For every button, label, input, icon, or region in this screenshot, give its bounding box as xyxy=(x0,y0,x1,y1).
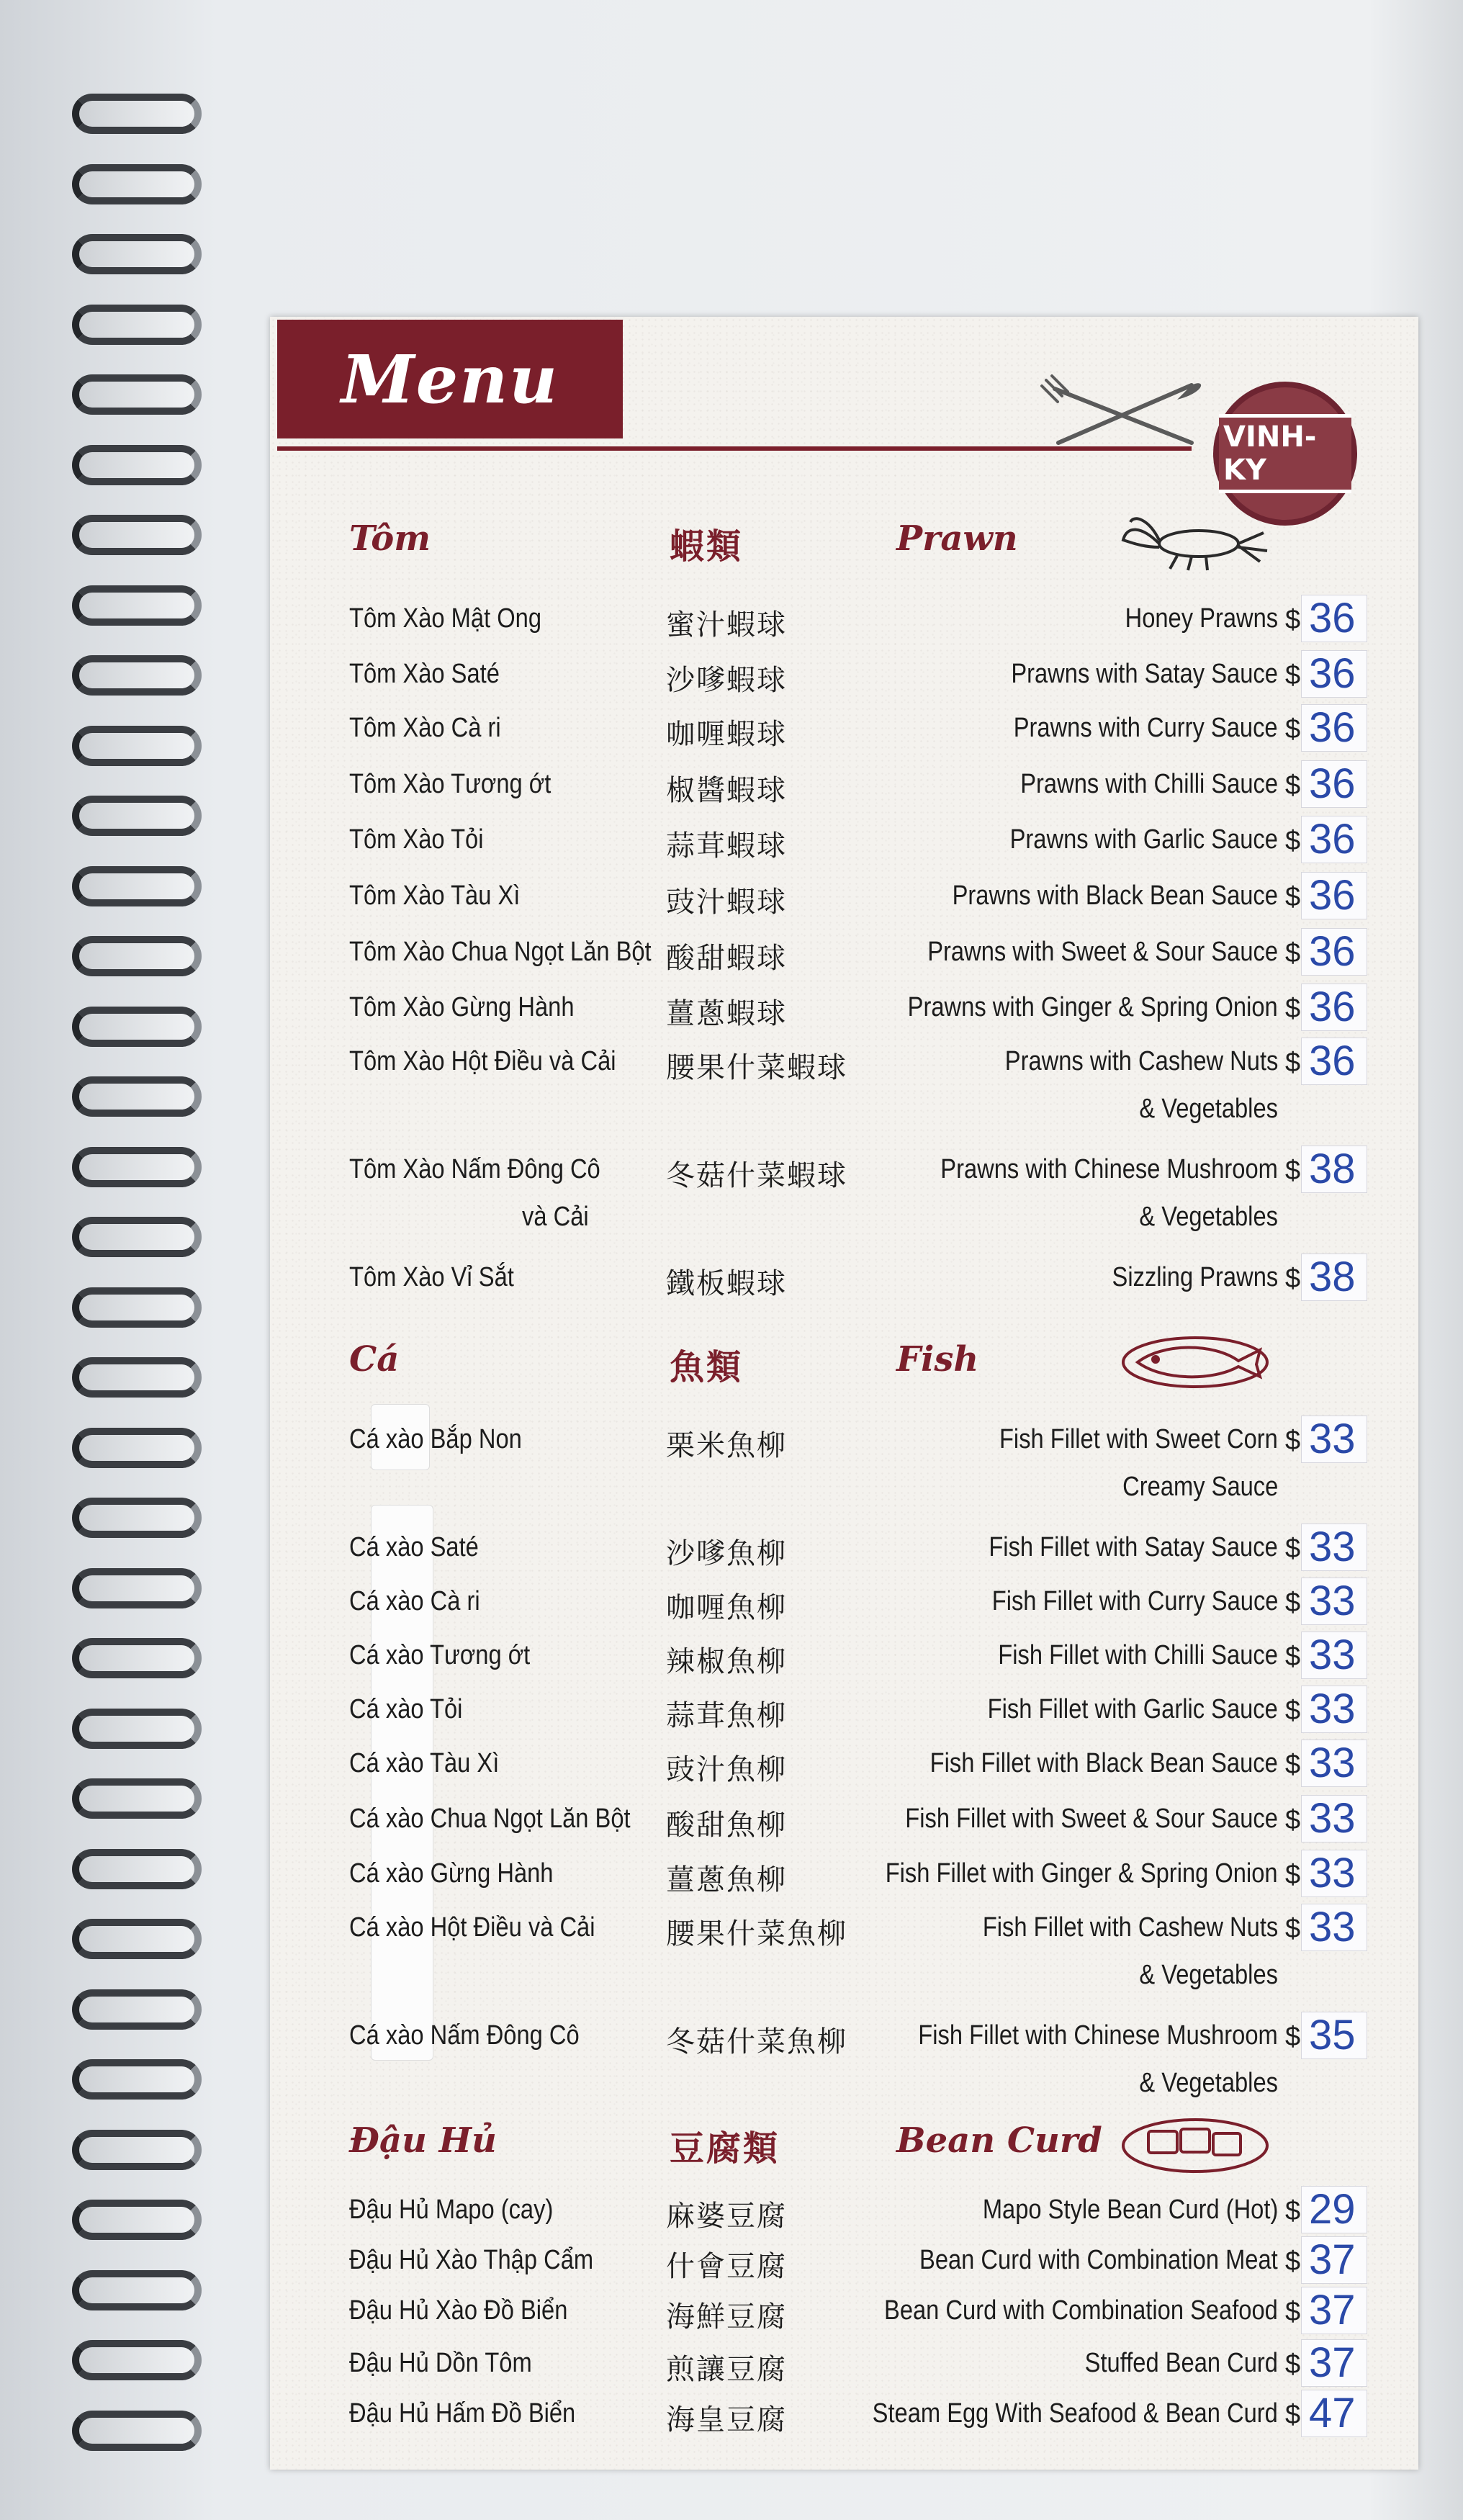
price-handwritten: 37 xyxy=(1301,2339,1367,2387)
dish-name-vietnamese: Cá xào Chua Ngọt Lăn Bột xyxy=(349,1804,631,1834)
binder-ring xyxy=(72,2270,202,2310)
currency-symbol: $ xyxy=(1285,1534,1301,1564)
menu-banner: Menu xyxy=(277,320,623,438)
price-handwritten: 37 xyxy=(1301,2287,1367,2334)
currency-symbol: $ xyxy=(1285,2196,1301,2226)
menu-item-row xyxy=(270,595,1418,642)
binder-ring xyxy=(72,1147,202,1187)
menu-item-row xyxy=(270,1418,1418,1462)
currency-symbol: $ xyxy=(1285,770,1301,801)
currency-symbol: $ xyxy=(1285,994,1301,1024)
dish-name-chinese: 蒜茸魚柳 xyxy=(666,1699,787,1732)
binder-ring xyxy=(72,1428,202,1468)
binder-ring xyxy=(72,585,202,626)
section-title-en: Fish xyxy=(896,1339,979,1380)
price-handwritten: 33 xyxy=(1301,1416,1367,1463)
dish-name-chinese: 栗米魚柳 xyxy=(666,1429,787,1462)
binder-ring xyxy=(72,515,202,555)
binder-ring xyxy=(72,445,202,485)
currency-symbol: $ xyxy=(1285,1156,1301,1186)
dish-name-english: Prawns with Curry Sauce xyxy=(1014,713,1278,743)
dish-name-english: Bean Curd with Combination Meat xyxy=(919,2245,1278,2275)
binder-ring xyxy=(72,305,202,345)
binder-ring xyxy=(72,2200,202,2240)
dish-name-chinese: 酸甜魚柳 xyxy=(666,1809,787,1842)
price-handwritten: 36 xyxy=(1301,816,1367,863)
menu-item-row xyxy=(270,1688,1418,1732)
currency-symbol: $ xyxy=(1285,1805,1301,1835)
price-handwritten: 36 xyxy=(1301,704,1367,752)
currency-symbol: $ xyxy=(1285,605,1301,635)
dish-name-vietnamese: Tôm Xào Tương ớt xyxy=(349,769,552,799)
binder-ring xyxy=(72,374,202,415)
menu-item-row xyxy=(270,1148,1418,1192)
dish-name-english: Honey Prawns xyxy=(1125,603,1278,634)
dish-name-vietnamese: Cá xào Saté xyxy=(349,1532,479,1562)
binder-ring xyxy=(72,1568,202,1608)
currency-symbol: $ xyxy=(1285,2400,1301,2430)
section-header-fish xyxy=(270,1339,1418,1390)
menu-item-row xyxy=(270,650,1418,697)
dish-name-vietnamese-cont: và Cải xyxy=(522,1202,589,1232)
dish-name-chinese: 蒜茸蝦球 xyxy=(666,829,787,863)
dish-name-vietnamese: Cá xào Nấm Đông Cô xyxy=(349,2020,580,2051)
section-title-zh: 蝦類 xyxy=(670,526,744,567)
menu-item-continuation xyxy=(270,1472,1418,1508)
binder-ring xyxy=(72,1638,202,1678)
currency-symbol: $ xyxy=(1285,1696,1301,1726)
price-handwritten: 36 xyxy=(1301,984,1367,1031)
dish-name-english: Bean Curd with Combination Seafood xyxy=(884,2295,1278,2326)
dish-name-vietnamese: Đậu Hủ Xào Đồ Biển xyxy=(349,2295,568,2326)
price-handwritten: 36 xyxy=(1301,872,1367,919)
binder-ring xyxy=(72,2340,202,2380)
dish-name-vietnamese: Tôm Xào Tỏi xyxy=(349,824,484,855)
dish-name-english-cont: Creamy Sauce xyxy=(1122,1472,1278,1502)
dish-name-chinese: 沙嗲魚柳 xyxy=(666,1537,787,1570)
dish-name-english: Prawns with Ginger & Spring Onion xyxy=(907,992,1278,1022)
price-handwritten: 37 xyxy=(1301,2236,1367,2284)
binder-ring xyxy=(72,655,202,696)
menu-item-row xyxy=(270,816,1418,863)
menu-item-row xyxy=(270,1904,1418,1950)
menu-item-row xyxy=(270,2339,1418,2386)
binder-ring xyxy=(72,936,202,976)
dish-name-english: Fish Fillet with Satay Sauce xyxy=(989,1532,1278,1562)
dish-name-english: Fish Fillet with Sweet Corn xyxy=(999,1424,1278,1454)
dish-name-english: Steam Egg With Seafood & Bean Curd xyxy=(872,2398,1278,2429)
price-handwritten: 33 xyxy=(1301,1795,1367,1842)
dish-name-chinese: 咖喱魚柳 xyxy=(666,1591,787,1624)
menu-item-continuation xyxy=(270,1202,1418,1238)
dish-name-vietnamese: Tôm Xào Cà ri xyxy=(349,713,501,743)
dish-name-vietnamese: Tôm Xào Tàu Xì xyxy=(349,881,521,911)
binder-ring xyxy=(72,234,202,274)
binder-ring xyxy=(72,2059,202,2100)
dish-name-english: Stuffed Bean Curd xyxy=(1084,2348,1278,2378)
price-handwritten: 33 xyxy=(1301,1686,1367,1733)
price-handwritten: 33 xyxy=(1301,1578,1367,1625)
dish-name-chinese: 冬菇什菜蝦球 xyxy=(666,1159,847,1192)
dish-name-vietnamese: Đậu Hủ Mapo (cay) xyxy=(349,2195,554,2225)
dish-name-vietnamese: Tôm Xào Chua Ngọt Lăn Bột xyxy=(349,937,652,967)
binder-ring xyxy=(72,1007,202,1047)
dish-name-chinese: 椒醬蝦球 xyxy=(666,774,787,807)
dish-name-english: Fish Fillet with Ginger & Spring Onion xyxy=(886,1858,1278,1889)
currency-symbol: $ xyxy=(1285,660,1301,690)
price-handwritten: 33 xyxy=(1301,1632,1367,1679)
price-handwritten: 33 xyxy=(1301,1850,1367,1897)
price-handwritten: 36 xyxy=(1301,760,1367,808)
binder-ring xyxy=(72,164,202,204)
dish-name-chinese: 蜜汁蝦球 xyxy=(666,608,787,642)
currency-symbol: $ xyxy=(1285,1750,1301,1780)
menu-item-row xyxy=(270,1040,1418,1084)
menu-item-row xyxy=(270,1795,1418,1842)
dish-name-english: Prawns with Cashew Nuts xyxy=(1004,1046,1278,1076)
dish-name-chinese: 酸甜蝦球 xyxy=(666,942,787,975)
menu-page xyxy=(270,317,1418,2470)
menu-item-row xyxy=(270,1526,1418,1570)
price-handwritten: 36 xyxy=(1301,928,1367,976)
currency-symbol: $ xyxy=(1285,714,1301,744)
menu-item-row xyxy=(270,704,1418,751)
dish-name-english: Prawns with Sweet & Sour Sauce xyxy=(927,937,1278,967)
currency-symbol: $ xyxy=(1285,1426,1301,1456)
dish-name-chinese: 薑蔥蝦球 xyxy=(666,997,787,1030)
binder-ring xyxy=(72,94,202,134)
menu-item-row xyxy=(270,986,1418,1030)
dish-name-chinese: 鐵板蝦球 xyxy=(666,1267,787,1300)
dish-name-english: Sizzling Prawns xyxy=(1112,1262,1278,1292)
menu-item-row xyxy=(270,1634,1418,1678)
dish-name-chinese: 豉汁蝦球 xyxy=(666,886,787,919)
currency-symbol: $ xyxy=(1285,2246,1301,2277)
binder-ring xyxy=(72,1287,202,1328)
binder-ring xyxy=(72,2130,202,2170)
menu-item-row xyxy=(270,760,1418,807)
binder-ring xyxy=(72,1778,202,1819)
dish-name-chinese: 豉汁魚柳 xyxy=(666,1753,787,1786)
dish-name-english-cont: & Vegetables xyxy=(1139,1202,1278,1232)
menu-item-row xyxy=(270,1580,1418,1624)
menu-item-continuation xyxy=(270,1960,1418,1996)
price-handwritten: 36 xyxy=(1301,1038,1367,1085)
dish-name-vietnamese: Cá xào Cà ri xyxy=(349,1586,480,1616)
dish-name-english: Fish Fillet with Garlic Sauce xyxy=(987,1694,1278,1724)
menu-item-row xyxy=(270,928,1418,975)
price-handwritten: 33 xyxy=(1301,1904,1367,1951)
dish-name-vietnamese: Tôm Xào Nấm Đông Cô xyxy=(349,1154,600,1184)
binder-ring xyxy=(72,1357,202,1398)
dish-name-english: Mapo Style Bean Curd (Hot) xyxy=(982,2195,1278,2225)
binder-ring xyxy=(72,1217,202,1257)
currency-symbol: $ xyxy=(1285,2349,1301,2380)
menu-content xyxy=(270,317,1418,2470)
dish-name-chinese: 海皇豆腐 xyxy=(666,2403,787,2436)
dish-name-english: Fish Fillet with Sweet & Sour Sauce xyxy=(905,1804,1278,1834)
dish-name-vietnamese: Cá xào Hột Điều và Cải xyxy=(349,1912,595,1943)
dish-name-english-cont: & Vegetables xyxy=(1139,1094,1278,1124)
binder-ring xyxy=(72,796,202,836)
dish-name-vietnamese: Đậu Hủ Xào Thập Cẩm xyxy=(349,2245,594,2275)
section-title-vn: Tôm xyxy=(349,518,431,559)
currency-symbol: $ xyxy=(1285,1048,1301,1078)
section-title-vn: Cá xyxy=(349,1339,400,1380)
section-title-en: Bean Curd xyxy=(896,2120,1102,2161)
currency-symbol: $ xyxy=(1285,1914,1301,1944)
menu-item-continuation xyxy=(270,1094,1418,1130)
binder-ring xyxy=(72,2411,202,2451)
dish-name-vietnamese: Đậu Hủ Dồn Tôm xyxy=(349,2348,532,2378)
dish-name-english: Fish Fillet with Curry Sauce xyxy=(991,1586,1278,1616)
section-title-zh: 豆腐類 xyxy=(670,2128,780,2169)
dish-name-english-cont: & Vegetables xyxy=(1139,1960,1278,1990)
price-handwritten: 36 xyxy=(1301,595,1367,642)
binder-ring xyxy=(72,866,202,906)
dish-name-chinese: 什會豆腐 xyxy=(666,2250,787,2283)
dish-name-vietnamese: Cá xào Tàu Xì xyxy=(349,1748,500,1778)
currency-symbol: $ xyxy=(1285,2022,1301,2052)
price-handwritten: 29 xyxy=(1301,2186,1367,2233)
spiral-binding xyxy=(72,94,209,2484)
dish-name-chinese: 麻婆豆腐 xyxy=(666,2200,787,2233)
menu-item-row xyxy=(270,1256,1418,1300)
currency-symbol: $ xyxy=(1285,1588,1301,1618)
dish-name-english-cont: & Vegetables xyxy=(1139,2068,1278,2098)
section-title-vn: Đậu Hủ xyxy=(349,2120,497,2161)
dish-name-vietnamese: Tôm Xào Vỉ Sắt xyxy=(349,1262,514,1292)
section-header-prawn xyxy=(270,518,1418,569)
binder-ring xyxy=(72,1919,202,1959)
menu-item-row xyxy=(270,2236,1418,2283)
menu-item-row xyxy=(270,1850,1418,1896)
dish-name-vietnamese: Tôm Xào Hột Điều và Cải xyxy=(349,1046,616,1076)
price-handwritten: 33 xyxy=(1301,1740,1367,1787)
currency-symbol: $ xyxy=(1285,2297,1301,2327)
currency-symbol: $ xyxy=(1285,1264,1301,1294)
dish-name-english: Fish Fillet with Chilli Sauce xyxy=(998,1640,1278,1670)
menu-item-row xyxy=(270,2186,1418,2233)
binder-ring xyxy=(72,1989,202,2030)
dish-name-chinese: 海鮮豆腐 xyxy=(666,2300,787,2334)
section-title-en: Prawn xyxy=(896,518,1018,559)
binder-ring xyxy=(72,726,202,766)
menu-item-row xyxy=(270,2287,1418,2334)
price-handwritten: 47 xyxy=(1301,2390,1367,2437)
dish-name-english: Prawns with Chinese Mushroom xyxy=(940,1154,1278,1184)
currency-symbol: $ xyxy=(1285,882,1301,912)
dish-name-chinese: 煎讓豆腐 xyxy=(666,2353,787,2386)
menu-item-row xyxy=(270,872,1418,919)
dish-name-vietnamese: Tôm Xào Saté xyxy=(349,659,500,689)
dish-name-chinese: 腰果什菜魚柳 xyxy=(666,1917,847,1950)
price-handwritten: 36 xyxy=(1301,650,1367,698)
menu-item-row xyxy=(270,1742,1418,1786)
section-title-zh: 魚類 xyxy=(670,1347,744,1387)
logo-text: VINH-KY xyxy=(1219,414,1351,493)
dish-name-english: Prawns with Black Bean Sauce xyxy=(952,881,1278,911)
binder-ring xyxy=(72,1076,202,1117)
price-handwritten: 35 xyxy=(1301,2012,1367,2059)
dish-name-chinese: 咖喱蝦球 xyxy=(666,718,787,751)
dish-name-chinese: 辣椒魚柳 xyxy=(666,1645,787,1678)
currency-symbol: $ xyxy=(1285,1642,1301,1672)
dish-name-chinese: 腰果什菜蝦球 xyxy=(666,1051,847,1084)
menu-item-row xyxy=(270,2012,1418,2058)
binder-ring xyxy=(72,1849,202,1889)
dish-name-english: Fish Fillet with Cashew Nuts xyxy=(982,1912,1278,1943)
binder-ring xyxy=(72,1709,202,1749)
price-handwritten: 38 xyxy=(1301,1146,1367,1193)
dish-name-english: Fish Fillet with Chinese Mushroom xyxy=(918,2020,1278,2051)
dish-name-english: Fish Fillet with Black Bean Sauce xyxy=(929,1748,1278,1778)
currency-symbol: $ xyxy=(1285,938,1301,968)
dish-name-vietnamese: Cá xào Bắp Non xyxy=(349,1424,522,1454)
dish-name-english: Prawns with Garlic Sauce xyxy=(1009,824,1278,855)
menu-item-row xyxy=(270,2390,1418,2436)
dish-name-english: Prawns with Chilli Sauce xyxy=(1020,769,1278,799)
dish-name-vietnamese: Tôm Xào Gừng Hành xyxy=(349,992,575,1022)
dish-name-vietnamese: Tôm Xào Mật Ong xyxy=(349,603,542,634)
dish-name-vietnamese: Cá xào Tương ớt xyxy=(349,1640,531,1670)
currency-symbol: $ xyxy=(1285,1860,1301,1890)
currency-symbol: $ xyxy=(1285,826,1301,856)
dish-name-vietnamese: Đậu Hủ Hấm Đồ Biển xyxy=(349,2398,576,2429)
dish-name-vietnamese: Cá xào Gừng Hành xyxy=(349,1858,554,1889)
dish-name-chinese: 沙嗲蝦球 xyxy=(666,664,787,697)
price-handwritten: 33 xyxy=(1301,1524,1367,1571)
dish-name-english: Prawns with Satay Sauce xyxy=(1011,659,1278,689)
dish-name-vietnamese: Cá xào Tỏi xyxy=(349,1694,463,1724)
menu-item-continuation xyxy=(270,2068,1418,2104)
price-handwritten: 38 xyxy=(1301,1254,1367,1301)
dish-name-chinese: 薑蔥魚柳 xyxy=(666,1863,787,1896)
binder-ring xyxy=(72,1498,202,1538)
dish-name-chinese: 冬菇什菜魚柳 xyxy=(666,2025,847,2058)
section-header-beancurd xyxy=(270,2120,1418,2171)
